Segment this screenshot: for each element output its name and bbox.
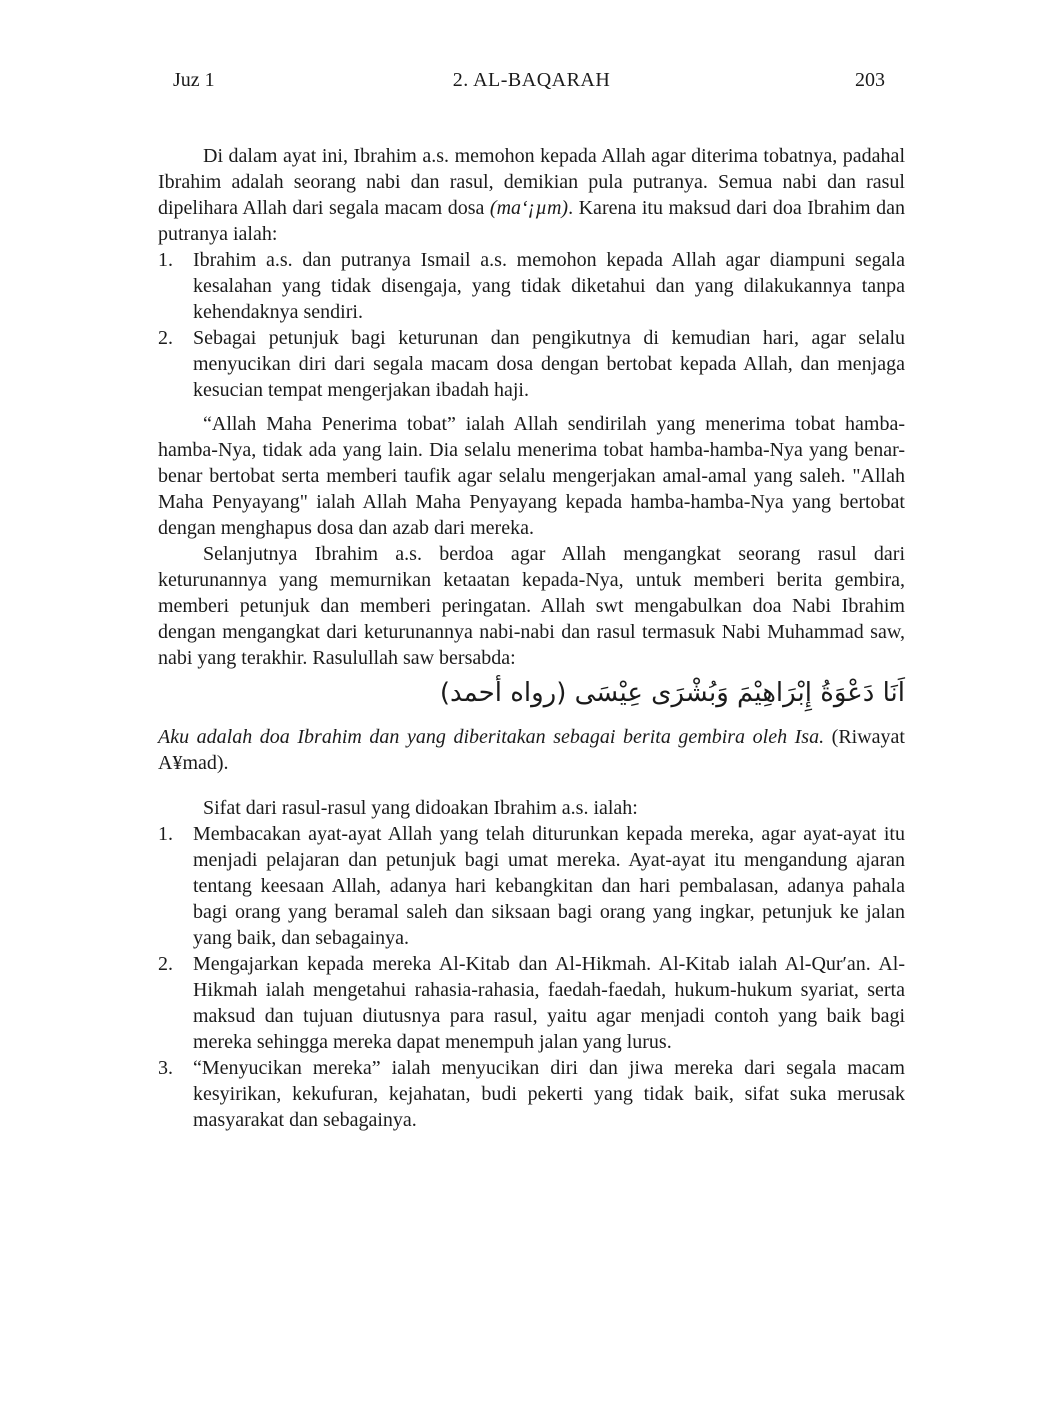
intro-paragraph [158,143,905,247]
juz-label: Juz 1 [173,69,215,91]
intro-term-italic: (ma‘¡µm) [489,197,569,219]
surah-title: 2. AL-BAQARAH [452,69,611,91]
list-item-number: 3. [158,1057,173,1079]
hadith-translation-paragraph [158,724,905,776]
page-body [158,143,905,1133]
list-item [158,951,905,1055]
page-number: 203 [855,69,885,91]
tobat-paragraph: “Allah Maha Penerima tobat” ialah Allah sendirilah yang menerima tobat hamba-hamba-Nya, tidak ada yang lain. Dia selalu menerima tobat hamba-hamba-Nya yang benar-benar bertobat serta memberi taufik agar selalu mengerjakan amal-amal yang saleh. "Allah Maha Penyayang" ialah Allah Maha Penyayang kepada hamba-hamba-Nya yang bertobat dengan menghapus dosa dan azab dari mereka. [158,413,905,539]
list-item [158,247,905,325]
hadith-arabic-text: اَنَا دَعْوَةُ إِبْرَاهِيْمَ وَبُشْرَى عِيْسَى (رواه أحمد) [439,678,905,708]
list-item-text: Ibrahim a.s. dan putranya Ismail a.s. memohon kepada Allah agar diampuni segala kesalahan yang tidak disengaja, yang tidak diketahui dan yang dilakukannya tanpa kehendaknya sendiri. [193,249,905,323]
list-item-number: 2. [158,327,173,349]
list-item [158,325,905,403]
list-item-number: 1. [158,249,173,271]
sifat-intro-paragraph: Sifat dari rasul-rasul yang didoakan Ibrahim a.s. ialah: [203,797,638,819]
hadith-translation-italic: Aku adalah doa Ibrahim dan yang diberitakan sebagai berita gembira oleh Isa. [158,726,825,748]
selanjutnya-paragraph: Selanjutnya Ibrahim a.s. berdoa agar Allah mengangkat seorang rasul dari keturunannya yang memurnikan ketaatan kepada-Nya, untuk memberi berita gembira, memberi petunjuk dan memberi peringatan. Allah swt mengabulkan doa Nabi Ibrahim dengan mengangkat dari keturunannya nabi-nabi dan rasul termasuk Nabi Muhammad saw, nabi yang terakhir. Rasulullah saw bersabda: [158,543,905,669]
list-item-text: Sebagai petunjuk bagi keturunan dan pengikutnya di kemudian hari, agar selalu menyucikan diri dari segala macam dosa dengan bertobat kepada Allah, dan menjaga kesucian tempat mengerjakan ibadah haji. [193,327,905,401]
list-item-number: 2. [158,953,173,975]
list-item-number: 1. [158,823,173,845]
page-header [158,67,905,93]
sifat-list [158,821,905,1133]
intro-text-post: . Karena itu maksud dari doa Ibrahim dan putranya ialah: [158,197,905,245]
list-item-text: Mengajarkan kepada mereka Al-Kitab dan Al-Hikmah. Al-Kitab ialah Al-Qur′an. Al-Hikmah ialah mengetahui rahasia-rahasia, faedah-faedah, hukum-hukum syariat, serta maksud dan tujuan diutusnya para rasul, yaitu agar menjadi contoh yang baik bagi mereka sehingga mereka dapat menempuh jalan yang lurus. [193,953,905,1053]
list-item [158,821,905,951]
intro-text-pre: Di dalam ayat ini, Ibrahim a.s. memohon kepada Allah agar diterima tobatnya, padahal Ibrahim adalah seorang nabi dan rasul, demikian pula putranya. Semua nabi dan rasul dipelihara Allah dari segala macam dosa [158,145,905,219]
doa-list [158,247,905,403]
list-item-text: Membacakan ayat-ayat Allah yang telah diturunkan kepada mereka, agar ayat-ayat itu menjadi pelajaran dan petunjuk bagi umat mereka. Ayat-ayat itu mengandung ajaran tentang keesaan Allah, adanya hari kebangkitan dan hari pembalasan, adanya pahala bagi orang yang beramal saleh dan siksaan bagi orang yang ingkar, petunjuk ke jalan yang baik, dan sebagainya. [193,823,905,949]
hadith-translation-source: (Riwayat A¥mad). [158,726,905,774]
list-item [158,1055,905,1133]
list-item-text: “Menyucikan mereka” ialah menyucikan diri dan jiwa mereka dari segala macam kesyirikan, kekufuran, kejahatan, budi pekerti yang tidak baik, sifat suka merusak masyarakat dan sebagainya. [193,1057,905,1131]
